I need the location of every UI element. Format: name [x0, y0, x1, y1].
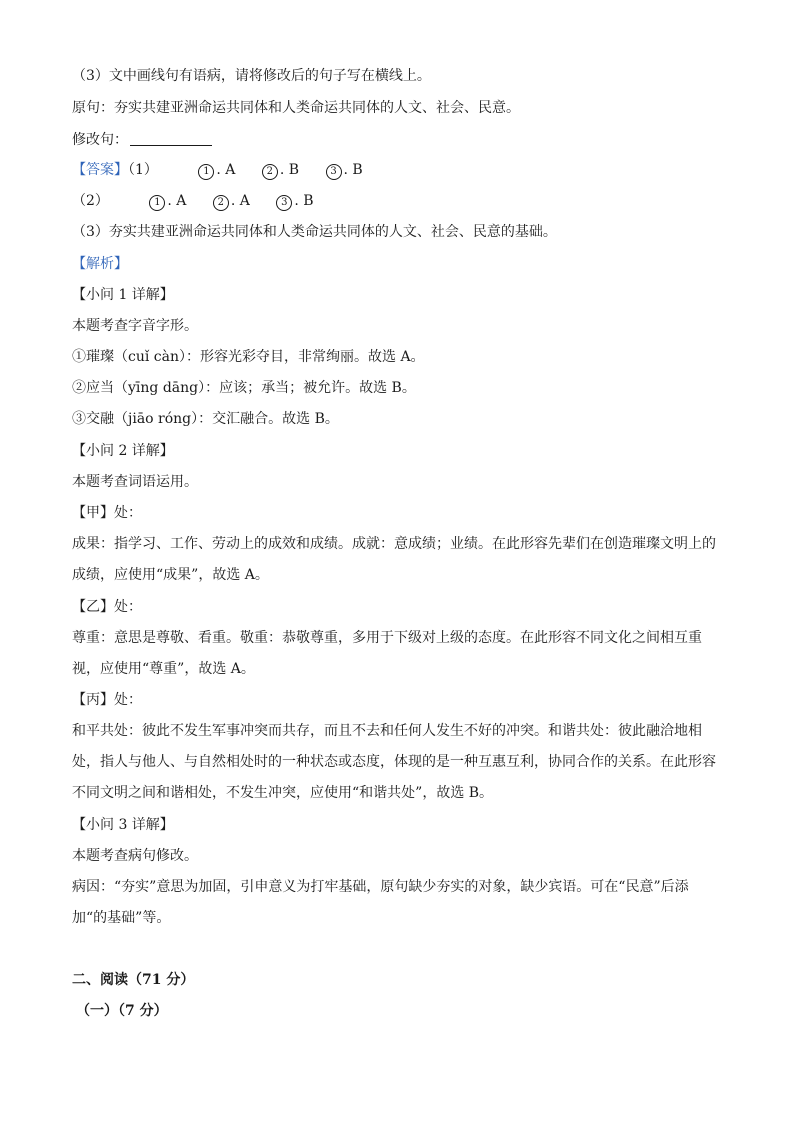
q3-prompt: （3）文中画线句有语病，请将修改后的句子写在横线上。	[72, 68, 431, 84]
s1-heading: 【小问 1 详解】	[72, 287, 174, 303]
s1-item-c: ③交融（jiāo róng）：交汇融合。故选 B。	[72, 411, 339, 427]
yi-heading: 【乙】处：	[72, 599, 142, 615]
answer-blank	[130, 131, 212, 146]
circled-number: 2	[213, 195, 229, 211]
section-subtitle: （一）（7 分）	[76, 1003, 168, 1019]
s2-heading: 【小问 2 详解】	[72, 443, 174, 459]
q3-original: 原句：夯实共建亚洲命运共同体和人类命运共同体的人文、社会、民意。	[72, 100, 520, 116]
answer-1-2: 2 . B	[262, 160, 299, 180]
answer-2-1: 1 . A	[149, 191, 186, 211]
jia-body: 成果：指学习、工作、劳动上的成效和成绩。成就：意成绩；业绩。在此形容先辈们在创造璀璨文明上的成绩，应使用“成果”，故选 A。	[72, 536, 716, 583]
s3-body: 病因：“夯实”意思为加固，引申意义为打牢基础，原句缺少夯实的对象，缺少宾语。可在“民意”后添加“的基础”等。	[72, 879, 689, 926]
circled-number: 1	[198, 164, 214, 180]
answer-tag: 【答案】	[72, 162, 128, 178]
yi-body: 尊重：意思是尊敬、看重。敬重：恭敬尊重，多用于下级对上级的态度。在此形容不同文化之间相互重视，应使用“尊重”，故选 A。	[72, 630, 702, 677]
circled-number: 1	[149, 195, 165, 211]
answer-row1-label: （1）	[128, 162, 158, 178]
s1-intro: 本题考查字音字形。	[72, 318, 198, 334]
s3-intro: 本题考查病句修改。	[72, 848, 198, 864]
analysis-tag: 【解析】	[72, 256, 128, 272]
circled-number: 3	[276, 195, 292, 211]
s2-intro: 本题考查词语运用。	[72, 474, 198, 490]
q3-revised-label: 修改句：	[72, 132, 128, 148]
bing-body: 和平共处：彼此不发生军事冲突而共存，而且不去和任何人发生不好的冲突。和谐共处：彼此融洽地相处，指人与他人、与自然相处时的一种状态或态度，体现的是一种互惠互利，协同合作的关系。在此形容不同文明之间和谐相处，不发生冲突，应使用“和谐共处”，故选 B。	[72, 723, 716, 801]
section-title: 二、阅读（71 分）	[72, 972, 195, 988]
answer-row-2	[72, 191, 336, 211]
circled-number: 3	[326, 164, 342, 180]
s1-item-a: ①璀璨（cuǐ càn）：形容光彩夺目，非常绚丽。故选 A。	[72, 349, 425, 365]
circled-number: 2	[262, 164, 278, 180]
bing-heading: 【丙】处：	[72, 692, 142, 708]
answer-row-3: （3）夯实共建亚洲命运共同体和人类命运共同体的人文、社会、民意的基础。	[72, 224, 557, 240]
answer-row2-label: （2）	[72, 193, 109, 209]
s3-heading: 【小问 3 详解】	[72, 817, 174, 833]
jia-heading: 【甲】处：	[72, 505, 142, 521]
q3-revised-line	[72, 130, 212, 150]
answer-row-1	[72, 160, 385, 180]
answer-1-3: 3 . B	[326, 160, 363, 180]
answer-2-3: 3 . B	[276, 191, 313, 211]
answer-2-2: 2 . A	[213, 191, 250, 211]
answer-1-1: 1 . A	[198, 160, 235, 180]
s1-item-b: ②应当（yīng dāng）：应该；承当；被允许。故选 B。	[72, 380, 416, 396]
